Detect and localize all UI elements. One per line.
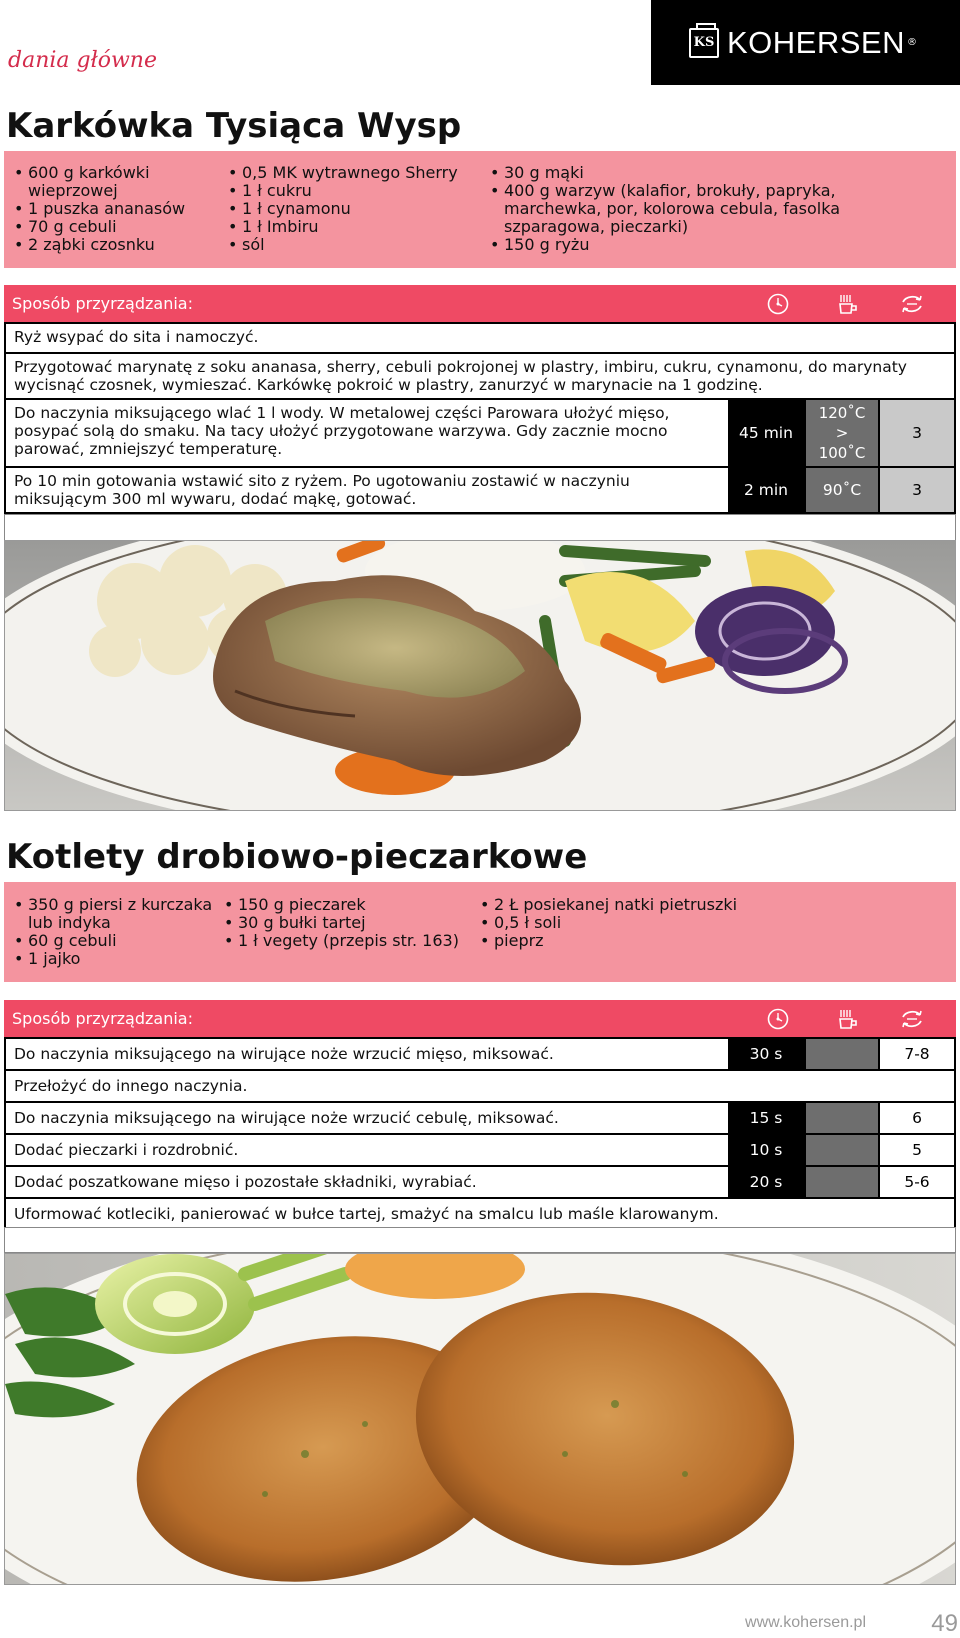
method-label: Sposób przyrządzania: (12, 294, 193, 313)
step-speed: 6 (880, 1103, 954, 1133)
step-text: Przygotować marynatę z soku ananasa, sherry, cebuli pokrojonej w plastry, imbiru, cukru, cynamonu, do marynaty wycisnąć czosnek, wymieszać. Karkówkę pokroić w plastry, zanurzyć w marynacie na 1 godzinę. (6, 354, 954, 398)
recipe-2-title: Kotlety drobiowo-pieczarkowe (6, 837, 588, 877)
recipe-2-ingredients (4, 882, 956, 982)
ingredient-item: • 60 g cebuli (10, 932, 220, 950)
step-time: 30 s (728, 1039, 804, 1069)
recipe-2-photo (4, 1253, 956, 1585)
ingredient-item: • 150 g pieczarek (220, 896, 476, 914)
recipe-1-title: Karkówka Tysiąca Wysp (6, 106, 462, 146)
step-speed: 5-6 (880, 1167, 954, 1197)
step-time: 20 s (728, 1167, 804, 1197)
recipe-1-method-header (4, 285, 956, 322)
ingredient-item: • 1 puszka ananasów (10, 200, 224, 218)
brand-logo (651, 0, 960, 85)
temperature-icon (837, 1008, 861, 1030)
step-text: Uformować kotleciki, panierować w bułce tartej, smażyć na smalcu lub maśle klarowanym. (6, 1199, 954, 1231)
chicken-mushroom-cutlets-photo (5, 1254, 956, 1585)
page-number: 49 (931, 1610, 958, 1637)
step-text: Po 10 min gotowania wstawić sito z ryżem. Po ugotowaniu zostawić w naczyniu miksującym 300 ml wywaru, dodać mąkę, gotować. (6, 468, 728, 512)
method-step (6, 400, 954, 466)
spacer-row (4, 514, 956, 542)
step-time: 45 min (728, 400, 804, 466)
spacer-row (4, 1227, 956, 1253)
ingredient-item: • 600 g karkówki wieprzowej (10, 164, 224, 200)
ingredients-column-1 (10, 164, 224, 268)
method-step (6, 1071, 954, 1101)
step-temperature (806, 1103, 878, 1133)
temperature-icon (837, 293, 861, 315)
pork-neck-with-vegetables-photo (5, 541, 956, 811)
step-text: Do naczynia miksującego wlać 1 l wody. W metalowej części Parowara ułożyć mięso, posypać solą do smaku. Na tacy ułożyć przygotowane warzywa. Gdy zacznie mocno parować, zmniejszyć temperaturę. (6, 400, 728, 466)
brand-name: KOHERSEN (727, 24, 905, 60)
ingredient-item: • 1 ł Imbiru (224, 218, 486, 236)
timer-icon (766, 293, 790, 315)
ingredient-item: • 2 Ł posiekanej natki pietruszki (476, 896, 916, 914)
method-step (6, 1039, 954, 1069)
ingredient-item: • 0,5 MK wytrawnego Sherry (224, 164, 486, 182)
ingredient-item: • 400 g warzyw (kalafior, brokuły, papryka, marchewka, por, kolorowa cebula, fasolka szparagowa, pieczarki) (486, 182, 926, 236)
method-step (6, 1103, 954, 1133)
method-step (6, 1167, 954, 1197)
ingredients-column-2 (224, 164, 486, 268)
ingredient-item: • 2 ząbki czosnku (10, 236, 224, 254)
step-text: Do naczynia miksującego na wirujące noże wrzucić mięso, miksować. (6, 1039, 728, 1069)
step-text: Dodać pieczarki i rozdrobnić. (6, 1135, 728, 1165)
step-time: 10 s (728, 1135, 804, 1165)
step-temperature (806, 1135, 878, 1165)
method-step (6, 468, 954, 512)
step-temperature (806, 1167, 878, 1197)
ingredient-item: • 1 jajko (10, 950, 220, 968)
step-text: Dodać poszatkowane mięso i pozostałe składniki, wyrabiać. (6, 1167, 728, 1197)
category-label: dania główne (8, 48, 157, 73)
footer-url: www.kohersen.pl (745, 1614, 866, 1631)
recipe-1-photo (4, 540, 956, 811)
ingredient-item: • 30 g bułki tartej (220, 914, 476, 932)
step-time: 15 s (728, 1103, 804, 1133)
ingredient-item: • pieprz (476, 932, 916, 950)
ingredients-column-3 (486, 164, 926, 268)
step-speed: 3 (880, 400, 954, 466)
ingredients-column-2 (220, 896, 476, 982)
method-step (6, 324, 954, 352)
recipe-1-ingredients (4, 151, 956, 268)
method-step (6, 1135, 954, 1165)
ingredients-column-1 (10, 896, 220, 982)
ingredient-item: • 1 ł vegety (przepis str. 163) (220, 932, 476, 950)
method-step (6, 354, 954, 398)
ingredient-item: • 1 ł cukru (224, 182, 486, 200)
step-text: Przełożyć do innego naczynia. (6, 1071, 954, 1101)
ingredient-item: • 1 ł cynamonu (224, 200, 486, 218)
ingredient-item: • 30 g mąki (486, 164, 926, 182)
step-temperature (806, 1039, 878, 1069)
step-text: Do naczynia miksującego na wirujące noże wrzucić cebulę, miksować. (6, 1103, 728, 1133)
step-temperature: 90˚C (806, 468, 878, 512)
step-speed: 3 (880, 468, 954, 512)
ingredient-item: • sól (224, 236, 486, 254)
ingredient-item: • 350 g piersi z kurczaka lub indyka (10, 896, 220, 932)
recipe-2-steps (4, 1037, 956, 1233)
step-text: Ryż wsypać do sita i namoczyć. (6, 324, 954, 352)
step-temperature: 120˚C > 100˚C (806, 400, 878, 466)
speed-icon (900, 293, 924, 315)
step-speed: 7-8 (880, 1039, 954, 1069)
step-time: 2 min (728, 468, 804, 512)
brand-mark-icon: KS (689, 28, 719, 58)
step-speed: 5 (880, 1135, 954, 1165)
speed-icon (900, 1008, 924, 1030)
timer-icon (766, 1008, 790, 1030)
recipe-1-steps (4, 322, 956, 514)
recipe-2-method-header (4, 1000, 956, 1037)
ingredient-item: • 70 g cebuli (10, 218, 224, 236)
ingredient-item: • 150 g ryżu (486, 236, 926, 254)
method-label: Sposób przyrządzania: (12, 1009, 193, 1028)
ingredients-column-3 (476, 896, 916, 982)
ingredient-item: • 0,5 ł soli (476, 914, 916, 932)
brand-registered-mark: ® (906, 37, 917, 48)
